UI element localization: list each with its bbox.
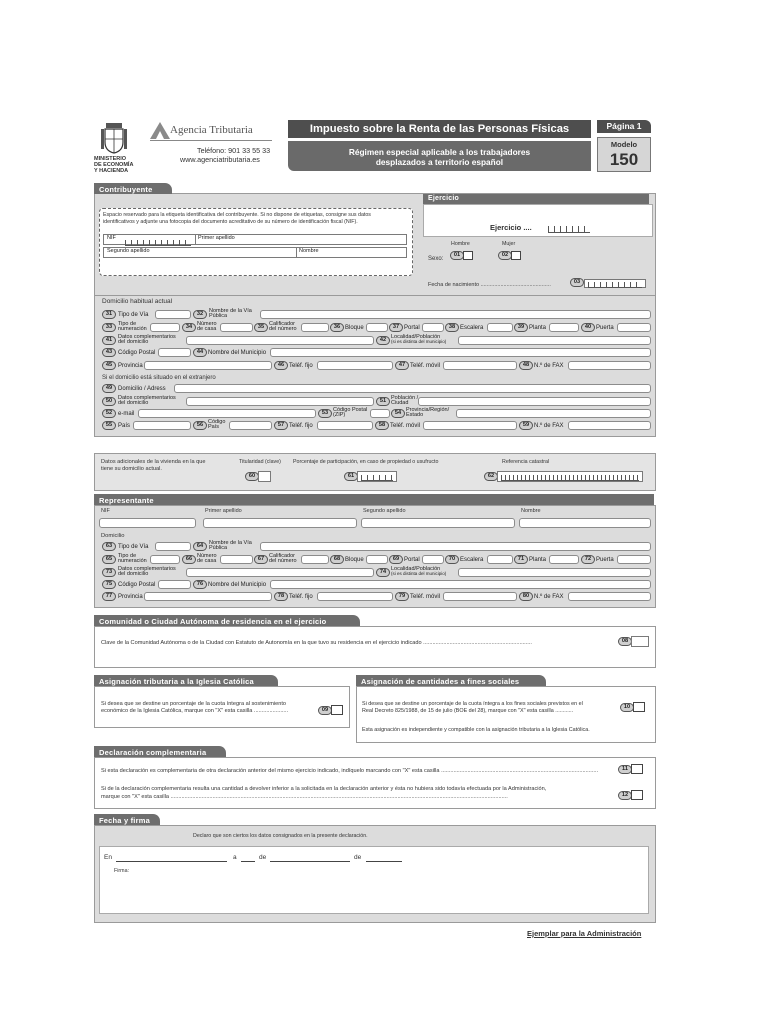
- subtitle-line-1: Régimen especial aplicable a los trabajadores: [348, 147, 531, 157]
- numero-casa-label-2: de casa: [197, 326, 217, 333]
- nombre-via-label: [209, 309, 252, 319]
- box-54: 54: [391, 409, 405, 418]
- titularidad-field[interactable]: [258, 471, 271, 482]
- fines-text-2: Real Decreto 825/1988, de 15 de julio (BOE del 28), marque con "X" esta casilla ............: [362, 708, 574, 714]
- rep-tipo-via-field[interactable]: [155, 542, 191, 551]
- localidad-label-2: (si es distinta del municipio): [391, 339, 447, 345]
- contribuyente-tab: Contribuyente: [94, 183, 172, 194]
- fecha-ticks: [588, 282, 642, 288]
- rep-codigo-postal-field[interactable]: [158, 580, 191, 589]
- rep-datos-complementarios-label-2: del domicilio: [118, 571, 149, 578]
- box-37: 37: [389, 323, 403, 332]
- box-68: 68: [330, 555, 344, 564]
- rep-nombre-municipio-label: Nombre del Municipio: [208, 582, 267, 588]
- rep-segundo-apellido-field[interactable]: [361, 518, 515, 528]
- rep-nombre-field[interactable]: [519, 518, 651, 528]
- bloque-label: Bloque: [345, 325, 364, 331]
- box-08: 08: [618, 637, 632, 646]
- porcentaje-ticks: [361, 475, 393, 481]
- box-31: 31: [102, 310, 116, 319]
- email-field[interactable]: [138, 409, 316, 418]
- box-61: 61: [344, 472, 358, 481]
- box-66: 66: [182, 555, 196, 564]
- rep-localidad-label: [391, 567, 446, 577]
- localidad-label: [391, 335, 446, 345]
- rep-planta-field[interactable]: [549, 555, 579, 564]
- rep-primer-apellido-field[interactable]: [203, 518, 357, 528]
- titularidad-label: Titularidad (clave): [239, 459, 281, 465]
- box-72: 72: [581, 555, 595, 564]
- telef-fijo-field[interactable]: [317, 361, 393, 370]
- box-71: 71: [514, 555, 528, 564]
- model-label: Modelo: [610, 140, 638, 149]
- rep-telef-fijo-field[interactable]: [317, 592, 393, 601]
- rep-telef-fijo-label: Teléf. fijo: [289, 594, 313, 600]
- rep-provincia-label: Provincia: [118, 594, 143, 600]
- datos-complementarios-label-1: Datos complementarios: [118, 334, 176, 340]
- fines-tab: Asignación de cantidades a fines sociales: [356, 675, 546, 686]
- datos-complementarios-ext-label-2: del domicilio: [118, 400, 149, 407]
- box-53: 53: [318, 409, 332, 418]
- tipo-numeracion-field[interactable]: [150, 323, 180, 332]
- tipo-numeracion-label-1: Tipo de: [118, 321, 137, 327]
- fines-note: Esta asignación es independiente y compatible con la asignación tributaria a la Iglesia Católica.: [362, 727, 590, 733]
- telef-movil-field[interactable]: [443, 361, 517, 370]
- firma-de-2: de: [354, 854, 362, 861]
- rep-tipo-numeracion-field[interactable]: [150, 555, 180, 564]
- label-notice-1: Espacio reservado para la etiqueta identificativa del contribuyente. Si no dispone de etiquetas, consigne sus datos: [103, 212, 371, 218]
- box-40: 40: [581, 323, 595, 332]
- page-badge: [597, 120, 651, 133]
- rep-nombre-via-label: [209, 541, 252, 551]
- rep-tipo-numeracion-label-2: numeración: [118, 558, 147, 565]
- nombre-municipio-label: Nombre del Municipio: [208, 350, 267, 356]
- planta-field[interactable]: [549, 323, 579, 332]
- logo-rule: [150, 140, 272, 141]
- form-title: [288, 120, 591, 138]
- localidad-label-1: Localidad/Población: [391, 334, 441, 340]
- firma-declaro: Declaro que son ciertos los datos consignados en la presente declaración.: [193, 833, 368, 839]
- rep-provincia-field[interactable]: [144, 592, 272, 601]
- rep-primer-apellido-label: Primer apellido: [205, 508, 242, 514]
- box-10: 10: [620, 703, 634, 712]
- bloque-field[interactable]: [366, 323, 388, 332]
- datos-complementarios-ext-label-1: Datos complementarios: [118, 395, 176, 401]
- cp-zip-label-1: Código Postal: [333, 407, 368, 413]
- prov-region-label-2: Estado: [406, 412, 424, 419]
- telef-movil-label: Teléf. móvil: [410, 363, 441, 369]
- box-41: 41: [102, 336, 116, 345]
- box-59: 59: [519, 421, 533, 430]
- firma-box: [99, 846, 649, 914]
- box-79: 79: [395, 592, 409, 601]
- planta-label: Planta: [529, 325, 547, 331]
- box-51: 51: [376, 397, 390, 406]
- box-09: 09: [318, 706, 332, 715]
- nif-label: NIF: [107, 235, 116, 241]
- cp-zip-field[interactable]: [370, 409, 390, 418]
- fecha-nacimiento-label: Fecha de nacimiento ..............................................: [428, 282, 551, 288]
- codigo-pais-label-1: Código: [208, 419, 226, 425]
- box-69: 69: [389, 555, 403, 564]
- hombre-checkbox[interactable]: [463, 251, 473, 260]
- iglesia-text-2: económico de la Iglesia Católica, marque con "X" esta casilla ......................: [101, 708, 289, 714]
- rep-fax-field[interactable]: [568, 592, 651, 601]
- rep-bloque-field[interactable]: [366, 555, 388, 564]
- tipo-numeracion-label-2: numeración: [118, 326, 147, 333]
- box-80: 80: [519, 592, 533, 601]
- box-38: 38: [445, 323, 459, 332]
- rep-segundo-apellido-label: Segundo apellido: [363, 508, 406, 514]
- rep-puerta-field[interactable]: [617, 555, 651, 564]
- subtitle-line-2: desplazados a territorio español: [375, 157, 504, 167]
- email-label: e-mail: [118, 411, 135, 417]
- box-44: 44: [193, 348, 207, 357]
- rep-nombre-via-label-2: Pública: [209, 545, 228, 552]
- rep-datos-complementarios-field[interactable]: [186, 568, 374, 577]
- primer-apellido-label: Primer apellido: [198, 235, 235, 241]
- box-56: 56: [193, 421, 207, 430]
- iglesia-tab: Asignación tributaria a la Iglesia Católica: [94, 675, 278, 686]
- complementaria-section: [94, 757, 656, 809]
- calificador-label: [269, 322, 297, 332]
- poblacion-label-1: Población /: [391, 395, 419, 401]
- box-03: 03: [570, 278, 584, 287]
- firma-mes-line[interactable]: [270, 861, 350, 862]
- box-62: 62: [484, 472, 498, 481]
- domicilio-adress-field[interactable]: [174, 384, 651, 393]
- box-70: 70: [445, 555, 459, 564]
- firma-a: a: [233, 854, 237, 861]
- box-47: 47: [395, 361, 409, 370]
- pais-field[interactable]: [133, 421, 191, 430]
- rep-fax-label: N.º de FAX: [534, 594, 564, 600]
- box-12: 12: [618, 791, 632, 800]
- box-43: 43: [102, 348, 116, 357]
- codigo-postal-field[interactable]: [158, 348, 191, 357]
- extranjero-label: Si el domicilio está situado en el extranjero: [102, 375, 216, 381]
- complementaria-checkbox-11[interactable]: [631, 764, 643, 774]
- portal-field[interactable]: [422, 323, 444, 332]
- iglesia-text-1: Si desea que se destine un porcentaje de la cuota íntegra al sostenimiento: [101, 701, 287, 707]
- prov-region-label-1: Provincia/Región/: [406, 407, 450, 413]
- complementaria-text-2b: marque con "X" esta casilla .........................................................................................................................................................................................................................: [101, 794, 508, 800]
- portal-label: Portal: [404, 325, 420, 331]
- fax-label: N.º de FAX: [534, 363, 564, 369]
- rep-portal-label: Portal: [404, 557, 420, 563]
- firma-tab: Fecha y firma: [94, 814, 160, 825]
- box-57: 57: [274, 421, 288, 430]
- rep-nombre-via-label-1: Nombre de la Vía: [209, 540, 252, 546]
- pais-label: País: [118, 423, 131, 429]
- provincia-field[interactable]: [144, 361, 272, 370]
- ejercicio-tab: Ejercicio: [423, 194, 649, 204]
- comunidad-field[interactable]: [631, 636, 649, 647]
- telef-fijo-label: Teléf. fijo: [289, 363, 313, 369]
- domicilio-title: Domicilio habitual actual: [102, 298, 173, 305]
- rep-tipo-numeracion-label: [118, 554, 147, 564]
- tipo-numeracion-label: [118, 322, 147, 332]
- firma-label: Firma:: [114, 868, 130, 874]
- ejercicio-ticks[interactable]: [548, 226, 590, 233]
- box-77: 77: [102, 592, 116, 601]
- prov-region-field[interactable]: [456, 409, 651, 418]
- provincia-label: Provincia: [118, 363, 143, 369]
- firma-de-1: de: [259, 854, 267, 861]
- codigo-pais-label-2: País: [208, 424, 220, 431]
- firma-dia-line[interactable]: [241, 861, 255, 862]
- box-67: 67: [254, 555, 268, 564]
- rep-datos-complementarios-label: [118, 567, 176, 577]
- box-60: 60: [245, 472, 259, 481]
- numero-casa-label-1: Número: [197, 321, 217, 327]
- puerta-field[interactable]: [617, 323, 651, 332]
- form-title-text: Impuesto sobre la Renta de las Personas Físicas: [309, 123, 570, 135]
- box-34: 34: [182, 323, 196, 332]
- nombre-via-field[interactable]: [260, 310, 651, 319]
- box-75: 75: [102, 580, 116, 589]
- calificador-label-2: del número: [269, 326, 297, 333]
- footer-copy: Ejemplar para la Administración: [527, 929, 642, 938]
- ministry-line-2: DE ECONOMÍA: [94, 162, 134, 168]
- comunidad-tab: Comunidad o Ciudad Autónoma de residencia en el ejercicio: [94, 615, 360, 626]
- nombre-municipio-field[interactable]: [270, 348, 651, 357]
- box-76: 76: [193, 580, 207, 589]
- vivienda-datos-1: Datos adicionales de la vivienda en la que: [101, 459, 206, 465]
- codigo-pais-label: [208, 420, 225, 430]
- datos-complementarios-ext-label: [118, 396, 176, 406]
- box-46: 46: [274, 361, 288, 370]
- model-number: 150: [609, 150, 639, 169]
- rep-localidad-label-2: (si es distinta del municipio): [391, 571, 447, 577]
- rep-puerta-label: Puerta: [596, 557, 614, 563]
- localidad-field[interactable]: [458, 336, 651, 345]
- porcentaje-label: Porcentaje de participación, en caso de propiedad o usufructo: [293, 459, 439, 465]
- box-65: 65: [102, 555, 116, 564]
- box-35: 35: [254, 323, 268, 332]
- rep-nif-label: NIF: [101, 508, 110, 514]
- fines-text-1: Si desea que se destine un porcentaje de la cuota íntegra a los fines sociales previstos en el: [362, 701, 583, 707]
- coat-of-arms-icon: [101, 120, 127, 156]
- rep-calificador-field[interactable]: [301, 555, 329, 564]
- rep-nif-field[interactable]: [99, 518, 196, 528]
- poblacion-field[interactable]: [418, 397, 651, 406]
- datos-complementarios-field[interactable]: [186, 336, 374, 345]
- box-64: 64: [193, 542, 207, 551]
- box-45: 45: [102, 361, 116, 370]
- box-63: 63: [102, 542, 116, 551]
- box-48: 48: [519, 361, 533, 370]
- numero-casa-field[interactable]: [220, 323, 253, 332]
- box-02: 02: [498, 251, 512, 260]
- representante-tab: Representante: [94, 494, 654, 505]
- box-58: 58: [375, 421, 389, 430]
- datos-complementarios-label-2: del domicilio: [118, 339, 149, 346]
- rep-nombre-label: Nombre: [521, 508, 541, 514]
- box-49: 49: [102, 384, 116, 393]
- sexo-label: Sexo:: [428, 256, 444, 262]
- codigo-pais-field[interactable]: [229, 421, 272, 430]
- complementaria-tab: Declaración complementaria: [94, 746, 226, 757]
- fines-checkbox[interactable]: [633, 702, 645, 712]
- fax-ext-field[interactable]: [568, 421, 651, 430]
- cp-zip-label: [333, 408, 367, 418]
- rep-numero-casa-label-2: de casa: [197, 558, 217, 565]
- segundo-apellido-label: Segundo apellido: [107, 248, 150, 254]
- ejercicio-label: Ejercicio ....: [490, 223, 532, 232]
- rep-escalera-label: Escalera: [460, 557, 484, 563]
- telef-movil-ext-field[interactable]: [423, 421, 517, 430]
- escalera-field[interactable]: [487, 323, 513, 332]
- rep-domicilio-label: Domicilio: [101, 533, 125, 539]
- comunidad-section: [94, 626, 656, 668]
- hombre-label: Hombre: [451, 241, 470, 247]
- poblacion-label: [391, 396, 418, 406]
- complementaria-text-2a: Si de la declaración complementaria resulta una cantidad a devolver inferior a la solicitada en la declaración anterior y ésta no hubiera sido todavía efectuada por la Administración,: [101, 786, 547, 792]
- box-50: 50: [102, 397, 116, 406]
- rep-telef-movil-field[interactable]: [443, 592, 517, 601]
- phone: Teléfono: 901 33 55 33: [197, 146, 271, 155]
- domicilio-adress-label: Domicilio / Adress: [118, 386, 166, 392]
- box-11: 11: [618, 765, 632, 774]
- box-55: 55: [102, 421, 116, 430]
- tipo-via-field[interactable]: [155, 310, 191, 319]
- puerta-label: Puerta: [596, 325, 614, 331]
- nombre-via-label-2: Pública: [209, 313, 228, 320]
- mujer-label: Mujer: [502, 241, 516, 247]
- box-73: 73: [102, 568, 116, 577]
- telef-fijo-ext-label: Teléf. fijo: [289, 423, 313, 429]
- agency-name: Agencia Tributaria: [170, 124, 253, 136]
- agencia-logo-icon: [150, 122, 170, 139]
- complementaria-text-1: Si esta declaración es complementaria de otra declaración anterior del mismo ejercicio indicado, indíquelo marcando con "X" esta casilla .....................................................................................................: [101, 768, 599, 774]
- prov-region-label: [406, 408, 449, 418]
- referencia-label: Referencia catastral: [502, 459, 550, 465]
- box-78: 78: [274, 592, 288, 601]
- calificador-label-1: Calificador: [269, 321, 295, 327]
- mujer-checkbox[interactable]: [511, 251, 521, 260]
- fax-field[interactable]: [568, 361, 651, 370]
- firma-lugar-line[interactable]: [116, 861, 227, 862]
- box-52: 52: [102, 409, 116, 418]
- rep-bloque-label: Bloque: [345, 557, 364, 563]
- box-33: 33: [102, 323, 116, 332]
- nif-ticks: [125, 240, 191, 246]
- complementaria-checkbox-12[interactable]: [631, 790, 643, 800]
- rep-escalera-field[interactable]: [487, 555, 513, 564]
- poblacion-label-2: Ciudad: [391, 400, 409, 407]
- rep-numero-casa-label: [197, 554, 217, 564]
- rep-nombre-municipio-field[interactable]: [270, 580, 651, 589]
- label-notice-2: identificativos y adjunte una fotocopia del documento acreditativo de su número de identificación fiscal (NIF).: [103, 219, 358, 225]
- telef-movil-ext-label: Teléf. móvil: [390, 423, 421, 429]
- rep-portal-field[interactable]: [422, 555, 444, 564]
- nombre-label: Nombre: [299, 248, 319, 254]
- telef-fijo-ext-field[interactable]: [317, 421, 373, 430]
- box-39: 39: [514, 323, 528, 332]
- rep-nombre-via-field[interactable]: [260, 542, 651, 551]
- vivienda-datos-2: tiene su domicilio actual.: [101, 466, 162, 472]
- rep-calificador-label-2: del número: [269, 558, 297, 565]
- ejercicio-box: [423, 204, 653, 237]
- rep-tipo-numeracion-label-1: Tipo de: [118, 553, 137, 559]
- rep-telef-movil-label: Teléf. móvil: [410, 594, 441, 600]
- codigo-postal-label: Código Postal: [118, 350, 156, 356]
- numero-casa-label: [197, 322, 217, 332]
- rep-numero-casa-field[interactable]: [220, 555, 253, 564]
- rep-calificador-label: [269, 554, 297, 564]
- calificador-field[interactable]: [301, 323, 329, 332]
- page-number: Página 1: [606, 121, 642, 131]
- website: www.agenciatributaria.es: [180, 155, 260, 164]
- box-32: 32: [193, 310, 207, 319]
- datos-complementarios-ext-field[interactable]: [186, 397, 374, 406]
- comunidad-text: Clave de la Comunidad Autónoma o de la Ciudad con Estatuto de Autonomía en la que tuvo su residencia en el ejercicio indicado ......................................................................: [101, 640, 532, 646]
- rep-datos-complementarios-label-1: Datos complementarios: [118, 566, 176, 572]
- rep-numero-casa-label-1: Número: [197, 553, 217, 559]
- rep-calificador-label-1: Calificador: [269, 553, 295, 559]
- datos-complementarios-label: [118, 335, 176, 345]
- referencia-ticks: [501, 475, 639, 481]
- box-01: 01: [450, 251, 464, 260]
- ministry-line-1: MINISTERIO: [94, 156, 127, 162]
- rep-localidad-label-1: Localidad/Población: [391, 566, 441, 572]
- nombre-via-label-1: Nombre de la Vía: [209, 308, 252, 314]
- ministry-line-3: Y HACIENDA: [94, 168, 129, 174]
- box-36: 36: [330, 323, 344, 332]
- tipo-via-label: Tipo de Vía: [118, 312, 149, 318]
- fax-ext-label: N.º de FAX: [534, 423, 564, 429]
- rep-tipo-via-label: Tipo de Vía: [118, 544, 149, 550]
- escalera-label: Escalera: [460, 325, 484, 331]
- rep-planta-label: Planta: [529, 557, 547, 563]
- firma-en: En: [104, 854, 112, 861]
- rep-localidad-field[interactable]: [458, 568, 651, 577]
- box-74: 74: [376, 568, 390, 577]
- box-42: 42: [376, 336, 390, 345]
- rep-codigo-postal-label: Código Postal: [118, 582, 156, 588]
- firma-anio-line[interactable]: [366, 861, 402, 862]
- cp-zip-label-2: (ZIP): [333, 412, 346, 419]
- iglesia-checkbox[interactable]: [331, 705, 343, 715]
